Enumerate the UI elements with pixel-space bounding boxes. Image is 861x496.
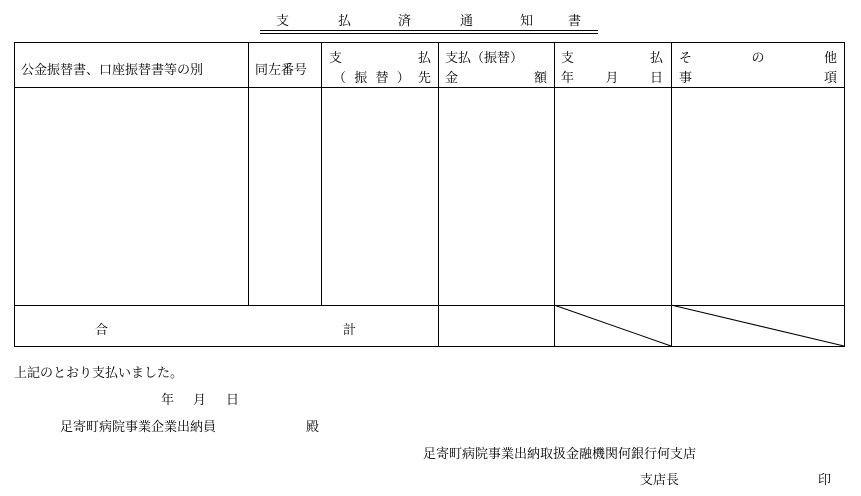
total-label-left: 合 [95, 323, 109, 338]
date-month-label: 月 [193, 393, 207, 408]
payment-statement: 上記のとおり支払いました。 [14, 366, 184, 381]
header-amount-line1: 支払（振替） [445, 51, 524, 66]
header-other-line2: 事 項 [679, 71, 837, 86]
date-day-label: 日 [226, 393, 240, 408]
title-char-6: 書 [568, 14, 582, 29]
title-char-3: 済 [398, 14, 412, 29]
addressee-name: 足寄町病院事業企業出納員 [60, 420, 217, 435]
title-char-4: 通 [460, 14, 474, 29]
header-bottom-line [15, 87, 844, 88]
col-divider-1 [248, 43, 249, 305]
col-divider-2 [321, 43, 322, 305]
title-double-underline [260, 33, 598, 34]
col-divider-5 [671, 43, 672, 346]
bank-branch-line: 足寄町病院事業出納取扱金融機関何銀行何支店 [423, 447, 697, 462]
date-year-label: 年 [161, 393, 175, 408]
col-divider-4 [554, 43, 555, 346]
header-payee-line1: 支 払 [329, 51, 431, 66]
addressee-honorific: 殿 [306, 420, 320, 435]
payment-table [14, 42, 845, 347]
header-amount-line2: 金 額 [445, 71, 547, 86]
header-payment-date-line2: 年 月 日 [561, 71, 663, 86]
header-number: 同左番号 [255, 63, 308, 78]
title-char-5: 知 [520, 14, 534, 29]
header-other-line1: そ の 他 [679, 51, 837, 66]
header-payee-line2: （ 振 替 ） 先 [333, 71, 431, 86]
branch-manager-label: 支店長 [640, 473, 680, 488]
header-payment-date-line1: 支 払 [561, 51, 663, 66]
col-divider-3 [438, 43, 439, 346]
seal-mark: 印 [818, 473, 832, 488]
total-label-right: 計 [343, 323, 357, 338]
title-char-1: 支 [276, 14, 290, 29]
title-char-2: 払 [338, 14, 352, 29]
date-total-diagonal [554, 305, 671, 346]
document-title [260, 10, 598, 31]
other-total-diagonal [671, 305, 844, 346]
header-document-type: 公金振替書、口座振替書等の別 [21, 63, 204, 78]
